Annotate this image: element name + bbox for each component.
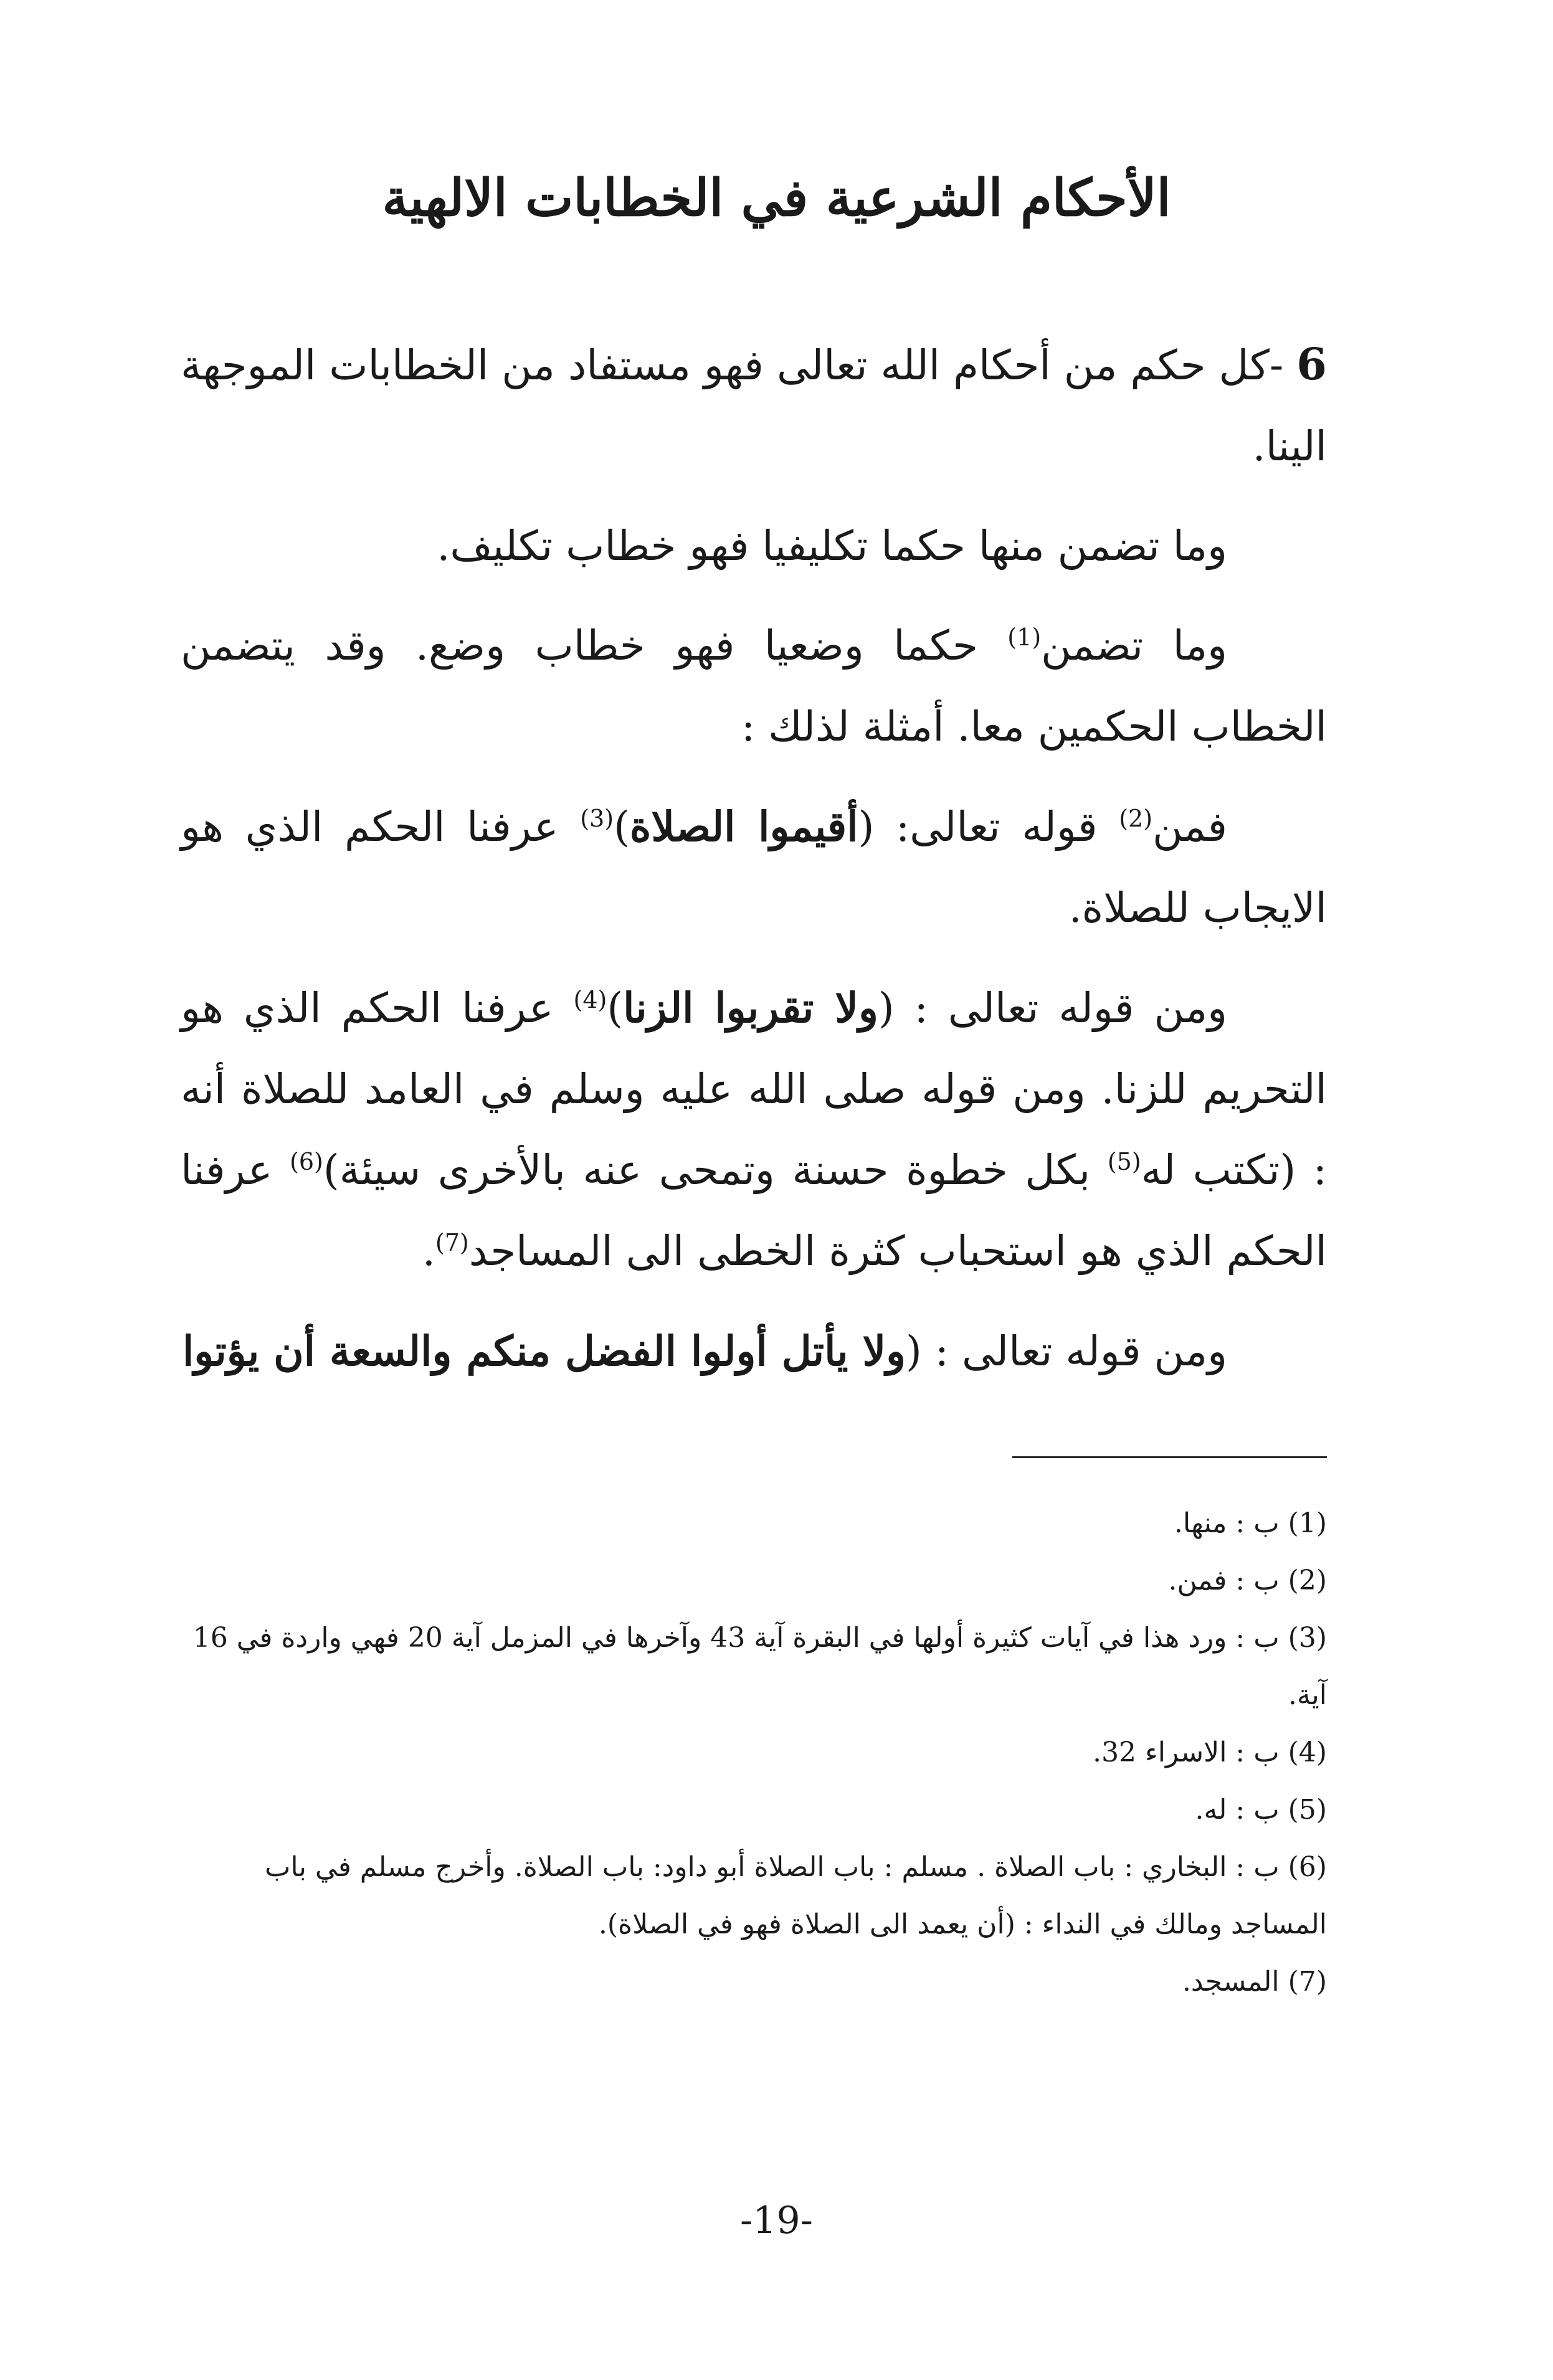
footnote-item: [181, 1781, 1327, 1839]
footnote-item: [181, 1839, 1327, 1953]
paragraph-text: ): [614, 803, 630, 851]
paragraph-text: حكما وضعيا فهو خطاب وضع. وقد يتضمن الخطاب الحكمين معا. أمثلة لذلك :: [181, 622, 1327, 751]
paragraph-text: ومن قوله تعالى : (: [878, 984, 1227, 1032]
footnote-text: ب : البخاري : باب الصلاة . مسلم : باب الصلاة أبو داود: باب الصلاة. وأخرج مسلم في باب المساجد ومالك في النداء : (أن يعمد الى الصلاة فهو في الصلاة).: [264, 1851, 1327, 1940]
footnote-text: ب : منها.: [1174, 1507, 1280, 1539]
footnote-text: المسجد.: [1182, 1966, 1280, 1998]
footnote-text: ب : له.: [1195, 1794, 1280, 1826]
footnote-number: (2): [1288, 1565, 1327, 1596]
paragraph-text: وما تضمن: [1041, 622, 1228, 670]
footnote-item: [181, 1495, 1327, 1552]
paragraph-2: [181, 506, 1327, 587]
paragraph-text: ): [607, 984, 624, 1032]
footnote-ref[interactable]: (7): [435, 1229, 469, 1256]
paragraph-text: -كل حكم من أحكام الله تعالى فهو مستفاد من الخطابات الموجهة الينا.: [181, 341, 1327, 470]
page-number: -19-: [740, 2199, 813, 2242]
paragraph-4: [181, 786, 1327, 949]
paragraph-text: عرفنا الحكم الذي هو التحريم للزنا. ومن قوله صلى الله عليه وسلم في العامد للصلاة أنه : (تكتب له: [181, 984, 1327, 1194]
footnote-ref[interactable]: (1): [1007, 623, 1042, 651]
footnote-number: (6): [1288, 1851, 1327, 1883]
paragraph-text: وما تضمن منها حكما تكليفيا فهو خطاب تكليف.: [437, 522, 1227, 570]
paragraph-text: فمن: [1152, 803, 1228, 851]
quran-quote: ولا تقربوا الزنا: [623, 984, 878, 1032]
quran-quote: أقيموا الصلاة: [629, 802, 858, 851]
footnote-item: [181, 1724, 1327, 1781]
footnote-ref[interactable]: (2): [1119, 805, 1153, 832]
page-title: الأحكام الشرعية في الخطابات الالهية: [382, 168, 1171, 228]
paragraph-text: بكل خطوة حسنة وتمحى عنه بالأخرى سيئة): [323, 1146, 1091, 1194]
quran-quote: ولا يأتل أولوا الفضل منكم والسعة أن يؤتوا: [182, 1327, 906, 1375]
footnote-ref[interactable]: (6): [290, 1148, 323, 1175]
footnotes: [181, 1495, 1327, 2011]
footnote-text: ب : ورد هذا في آيات كثيرة أولها في البقرة آية 43 وآخرها في المزمل آية 20 فهي واردة في 16 آية.: [192, 1622, 1327, 1711]
paragraph-5: [181, 967, 1327, 1292]
footnote-item: [181, 1953, 1327, 2011]
footnote-number: (4): [1288, 1737, 1327, 1768]
footnote-text: ب : الاسراء 32.: [1093, 1737, 1280, 1768]
footnote-ref[interactable]: (3): [580, 805, 614, 832]
paragraph-text: عرفنا الحكم الذي هو الايجاب للصلاة.: [181, 803, 1327, 932]
footnote-ref[interactable]: (5): [1107, 1148, 1141, 1175]
footnote-divider: [1012, 1456, 1327, 1458]
footnote-text: ب : فمن.: [1168, 1565, 1280, 1596]
paragraph-text: .: [422, 1227, 435, 1275]
paragraph-text: عرفنا الحكم الذي هو استحباب كثرة الخطى الى المساجد: [181, 1146, 1327, 1275]
footnote-item: [181, 1552, 1327, 1610]
footnote-number: (1): [1288, 1507, 1327, 1539]
footnote-number: (3): [1288, 1622, 1327, 1654]
item-number: 6: [1296, 338, 1327, 390]
paragraph-3: [181, 605, 1327, 767]
paragraph-6: [181, 1311, 1327, 1392]
footnote-ref[interactable]: (4): [573, 986, 607, 1013]
footnote-number: (5): [1288, 1794, 1327, 1826]
paragraph-text: قوله تعالى: (: [858, 803, 1098, 851]
footnote-item: [181, 1610, 1327, 1724]
paragraph-text: ومن قوله تعالى : (: [906, 1327, 1227, 1375]
footnote-number: (7): [1288, 1966, 1327, 1998]
main-text: [181, 324, 1327, 1411]
paragraph-1: [181, 324, 1327, 487]
